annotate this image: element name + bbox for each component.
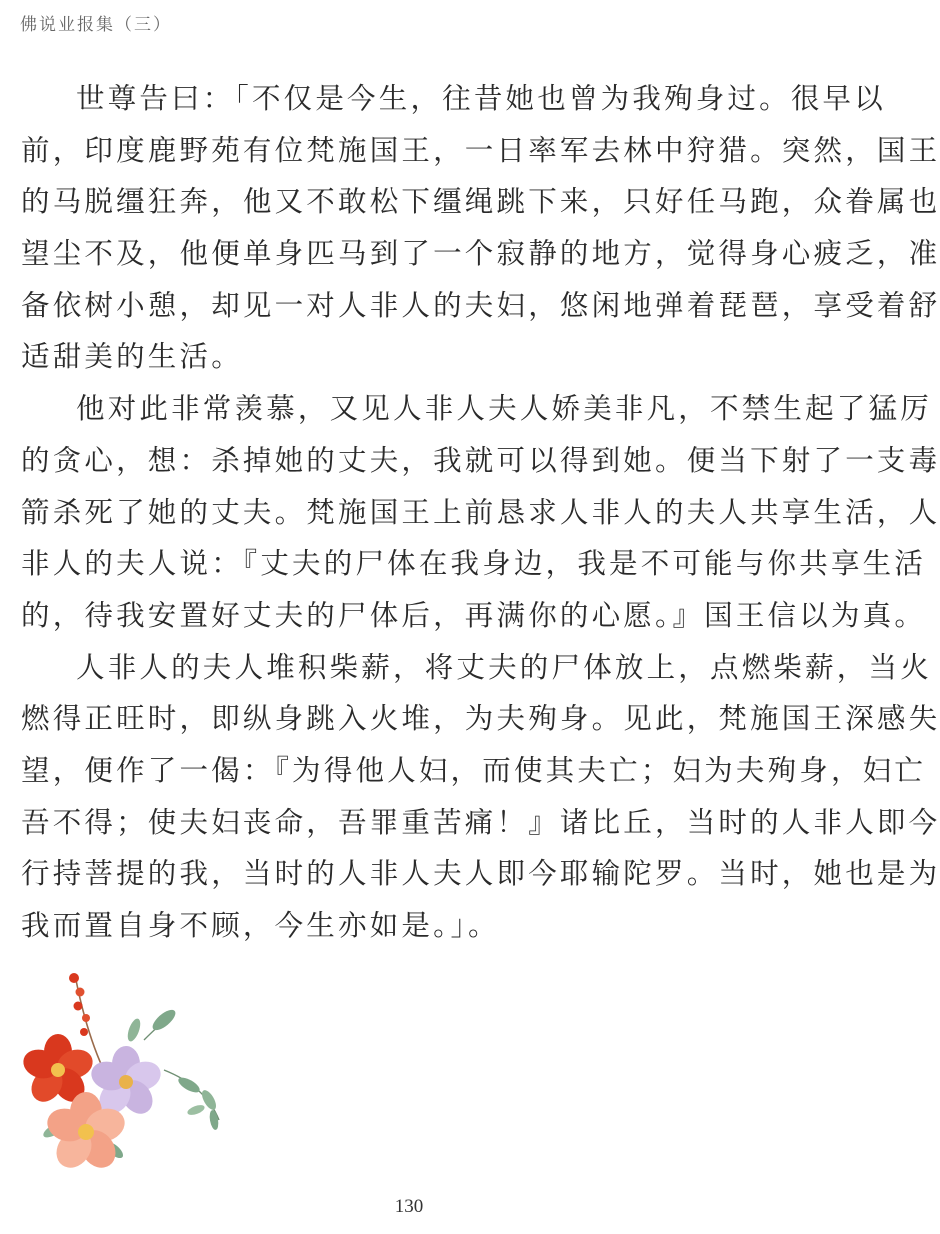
text-line: 我而置自身不顾，今生亦如是。」。 xyxy=(21,909,500,942)
text-line: 他对此非常羡慕，又见人非人夫人娇美非凡，不禁生起了猛厉 xyxy=(76,392,932,426)
body-text xyxy=(21,73,940,952)
text-line: 望，便作了一偈：『为得他人妇，而使其夫亡；妇为夫殉身，妇亡 xyxy=(21,753,927,787)
running-header: 佛说业报集（三） xyxy=(20,15,172,35)
text-line: 箭杀死了她的丈夫。梵施国王上前恳求人非人的夫人共享生活，人 xyxy=(21,495,940,529)
text-line: 人非人的夫人堆积柴薪，将丈夫的尸体放上，点燃柴薪，当火 xyxy=(76,650,932,684)
text-line: 燃得正旺时，即纵身跳入火堆，为夫殉身。见此，梵施国王深感失 xyxy=(21,702,940,736)
page-number: 130 xyxy=(394,1196,424,1217)
text-line: 的，待我安置好丈夫的尸体后，再满你的心愿。』国王信以为真。 xyxy=(21,598,927,632)
text-line: 备依树小憩，却见一对人非人的夫妇，悠闲地弹着琵琶，享受着舒 xyxy=(21,288,940,322)
text-line: 吾不得；使夫妇丧命，吾罪重苦痛！』诸比丘，当时的人非人即今 xyxy=(21,805,940,839)
floral-illustration-icon xyxy=(14,960,244,1190)
text-line: 的马脱缰狂奔，他又不敢松下缰绳跳下来，只好任马跑，众眷属也 xyxy=(21,185,940,219)
text-line: 的贪心，想：杀掉她的丈夫，我就可以得到她。便当下射了一支毒 xyxy=(21,443,940,477)
text-line: 前，印度鹿野苑有位梵施国王，一日率军去林中狩猎。突然，国王 xyxy=(21,133,940,167)
text-line: 望尘不及，他便单身匹马到了一个寂静的地方，觉得身心疲乏，准 xyxy=(21,237,940,271)
text-line: 行持菩提的我，当时的人非人夫人即今耶输陀罗。当时，她也是为 xyxy=(21,857,940,891)
text-line: 适甜美的生活。 xyxy=(21,340,243,374)
text-line: 世尊告曰：「不仅是今生，往昔她也曾为我殉身过。很早以 xyxy=(76,82,886,115)
text-line: 非人的夫人说：『丈夫的尸体在我身边，我是不可能与你共享生活 xyxy=(21,547,927,581)
